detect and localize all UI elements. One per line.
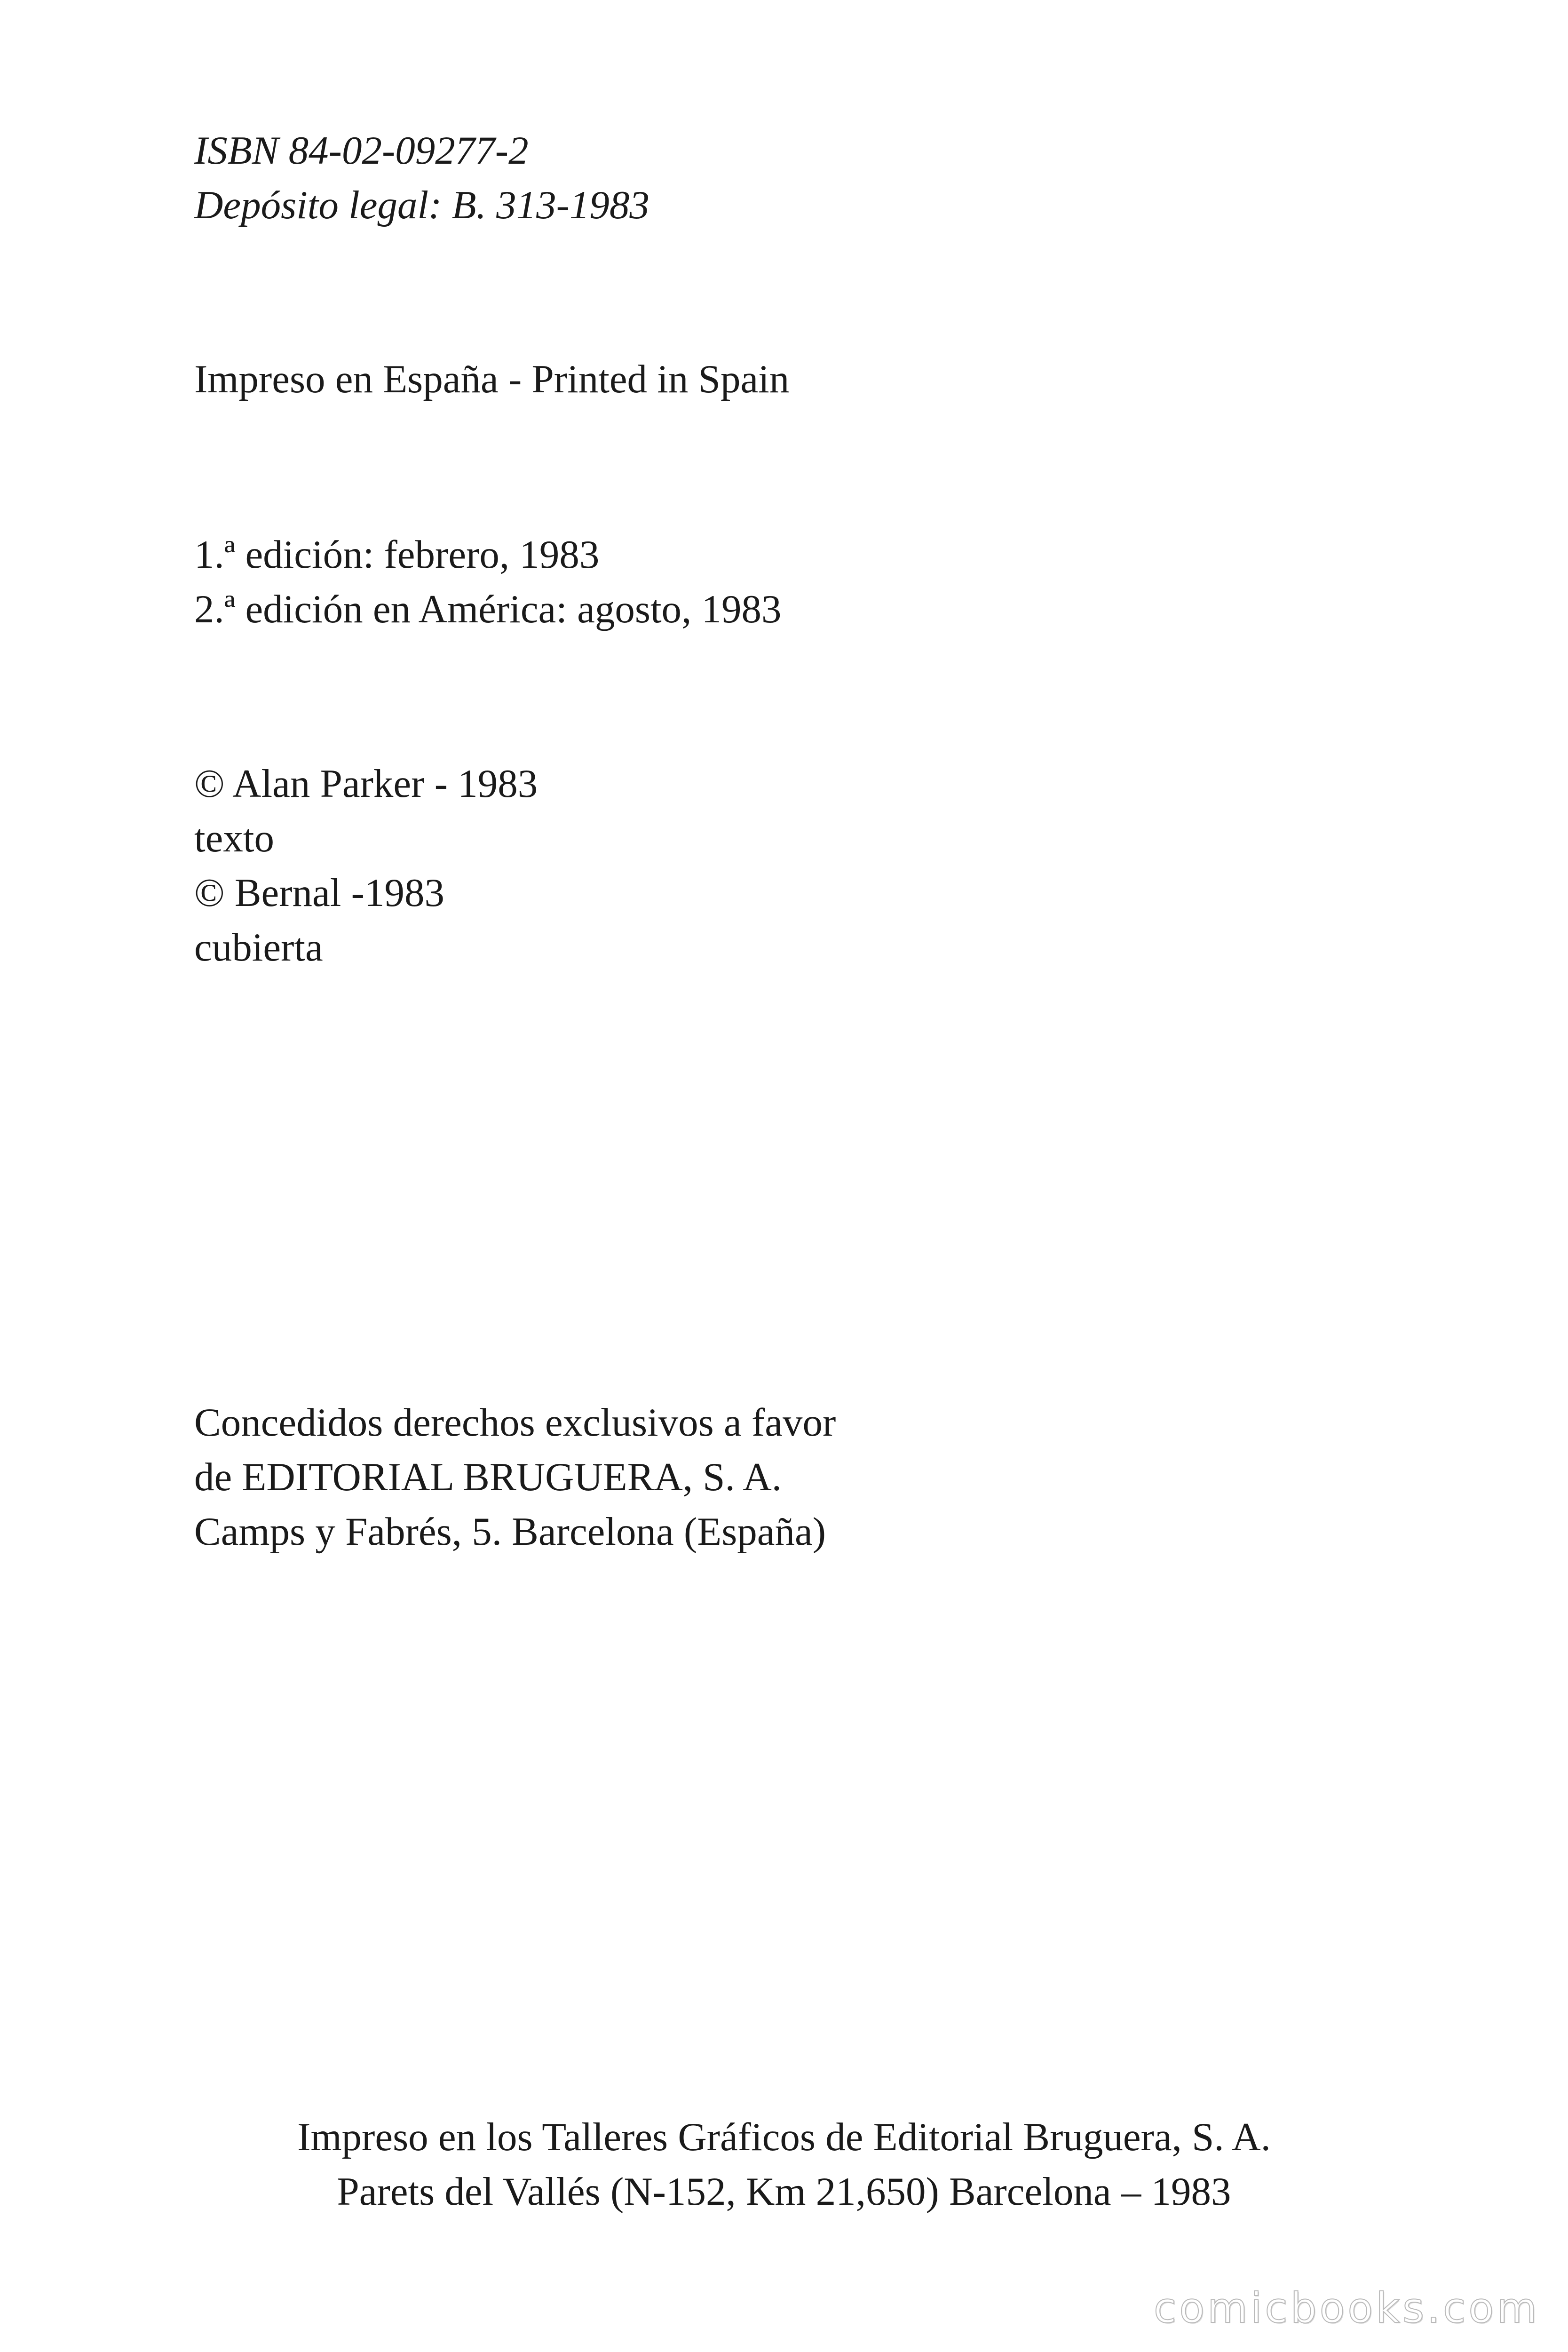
isbn-line: ISBN 84-02-09277-2 [194, 128, 529, 173]
copyright-block [194, 756, 538, 975]
rights-line: de EDITORIAL BRUGUERA, S. A. [194, 1455, 782, 1499]
edition-block [194, 527, 782, 636]
edition-line-second: 2.ª edición en América: agosto, 1983 [194, 587, 782, 631]
isbn-block [194, 123, 649, 232]
printed-in-line: Impreso en España - Printed in Spain [194, 357, 790, 401]
rights-line: Camps y Fabrés, 5. Barcelona (España) [194, 1510, 826, 1554]
printed-in-block [194, 352, 789, 406]
printer-line: Impreso en los Talleres Gráficos de Editorial Bruguera, S. A. [297, 2115, 1271, 2159]
copyright-author-line: © Alan Parker - 1983 [194, 762, 538, 806]
copyright-illustrator-role: cubierta [194, 925, 323, 969]
printer-address-line: Parets del Vallés (N-152, Km 21,650) Barcelona – 1983 [337, 2169, 1231, 2214]
deposito-legal-line: Depósito legal: B. 313-1983 [194, 183, 649, 227]
edition-line-first: 1.ª edición: febrero, 1983 [194, 532, 600, 577]
rights-line: Concedidos derechos exclusivos a favor [194, 1400, 836, 1445]
copyright-author-role: texto [194, 816, 274, 860]
watermark-logo: comicbooks.com [1153, 2284, 1540, 2332]
rights-block [194, 1395, 836, 1559]
printer-block [0, 2110, 1568, 2219]
copyright-illustrator-line: © Bernal -1983 [194, 871, 444, 915]
